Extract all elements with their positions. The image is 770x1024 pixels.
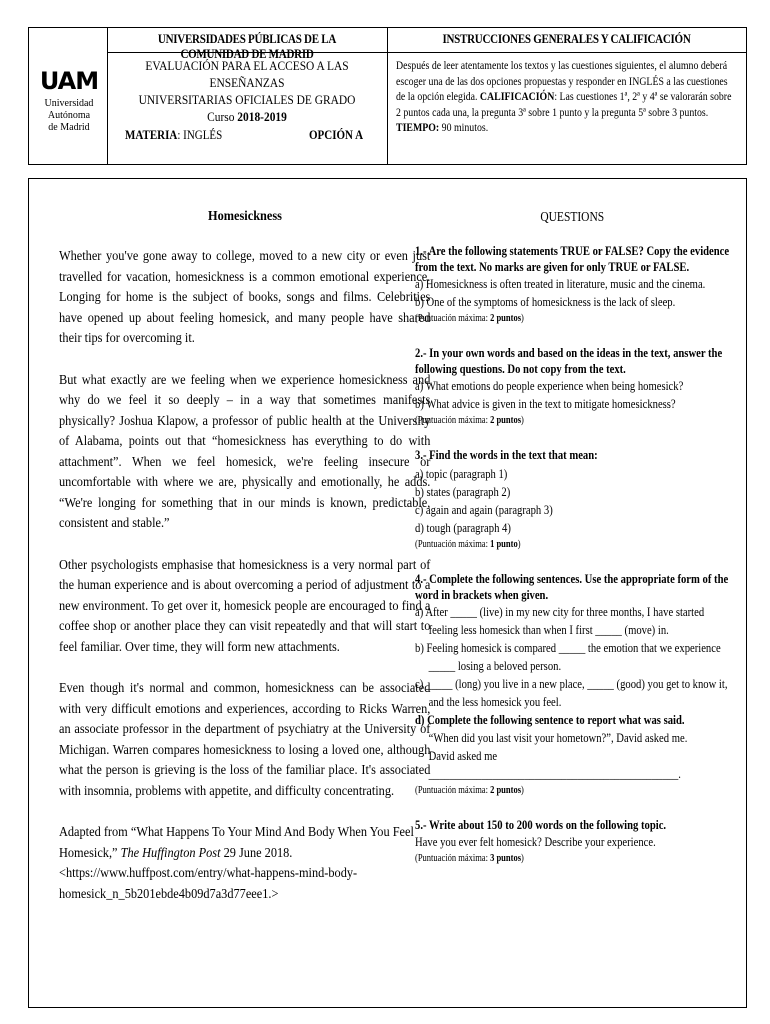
paragraph-2: But what exactly are we feeling when we experience homesickness and why do we feel it so deeply – in a way that sometimes manifests physically? Joshua Klapow, a professor of public health at the University of Alabama, points out that “homesickness has everything to do with attachment”. When we feel homesick, we're feeling insecure or uncomfortable with where we are, physically and emotionally, he adds. “We're longing for something that in our minds is known, predictable, consistent and stable.” bbox=[59, 372, 431, 531]
paragraph-1: Whether you've gone away to college, moved to a new city or even just travelled for vacation, homesickness is a common emotional experience. Longing for home is the subject of books, songs and films. Celebrities have opened up about feeling homesick, and many people have shared their tips for overcoming it. bbox=[59, 249, 431, 346]
question-4-d: d) Complete the following sentence to report what was said. bbox=[415, 713, 685, 727]
question-2-score bbox=[415, 413, 730, 428]
question-4-head: 4.- Complete the following sentences. Use the appropriate form of the word in brackets when given. bbox=[415, 572, 729, 602]
question-4-quote: “When did you last visit your hometown?”, David asked me. bbox=[428, 731, 688, 745]
score-label: (Puntuación máxima: bbox=[415, 313, 491, 324]
exam-body bbox=[28, 178, 747, 1008]
source-url: <https://www.huffpost.com/entry/what-happens-mind-body-homesick_n_5b201ebde4b09d7a3d77eee1.> bbox=[59, 866, 358, 902]
logo-text-2: de Madrid bbox=[48, 122, 90, 133]
instructions-text bbox=[396, 59, 737, 137]
score-end: ) bbox=[521, 853, 524, 864]
course-line bbox=[124, 108, 370, 125]
source-pre: Adapted from “What Happens To Your Mind And Body When You Feel Homesick,” bbox=[59, 825, 414, 861]
question-5-head: 5.- Write about 150 to 200 words on the following topic. bbox=[415, 818, 667, 832]
questions-title: QUESTIONS bbox=[540, 209, 605, 224]
score-value: 2 puntos bbox=[490, 313, 522, 324]
time-text: 90 minutos. bbox=[439, 122, 489, 134]
source-citation bbox=[59, 823, 430, 905]
instructions-body: Después de leer atentamente los textos y las cuestiones siguientes, el alumno deberá escoger una de las dos opciones propuestas y responder en INGLÉS a las cuestiones de la opción elegida. bbox=[396, 60, 728, 103]
question-1-a: a) Homesickness is often treated in literature, music and the cinema. bbox=[415, 277, 706, 291]
subject-label: MATERIA bbox=[125, 128, 178, 142]
course-label: Curso bbox=[207, 109, 235, 124]
question-3-a: a) topic (paragraph 1) bbox=[415, 467, 508, 481]
question-3-b: b) states (paragraph 2) bbox=[415, 485, 511, 499]
exam-header bbox=[28, 27, 747, 165]
score-value: 3 puntos bbox=[490, 853, 522, 864]
question-5-a: Have you ever felt homesick? Describe your experience. bbox=[415, 835, 656, 849]
paragraph-4: Even though it's normal and common, homesickness can be associated with very difficult emotions and experiences, according to Ricks Warren, an associate professor in the department of psychiatry at the University of Michigan. Warren compares homesickness to losing a loved one, although what the person is grieving is the loss of the familiar place. It's associated with insomnia, problems with appetite, and difficulty concentrating. bbox=[59, 681, 431, 799]
question-4-b: b) Feeling homesick is compared _____ the emotion that we experience _____ losing a beloved person. bbox=[415, 641, 721, 673]
score-value: 1 punto bbox=[490, 539, 518, 550]
logo-text-1: Universidad Autónoma bbox=[44, 98, 94, 121]
question-3 bbox=[415, 447, 730, 552]
score-value: 2 puntos bbox=[490, 415, 522, 426]
grading-label: CALIFICACIÓN bbox=[479, 91, 555, 103]
exam-line-2: UNIVERSITARIAS OFICIALES DE GRADO bbox=[138, 92, 356, 107]
subject bbox=[125, 128, 222, 143]
question-3-head: 3.- Find the words in the text that mean: bbox=[415, 448, 598, 462]
time-label: TIEMPO: bbox=[396, 122, 440, 134]
score-end: ) bbox=[521, 785, 524, 796]
question-3-d: d) tough (paragraph 4) bbox=[415, 521, 511, 535]
course-value: 2018-2019 bbox=[237, 109, 287, 124]
question-4-report-line: David asked me _______________________________________________. bbox=[428, 749, 681, 781]
question-2 bbox=[415, 345, 730, 428]
questions bbox=[415, 209, 730, 885]
score-label: (Puntuación máxima: bbox=[415, 853, 491, 864]
reading-text bbox=[59, 209, 431, 926]
option-label: OPCIÓN A bbox=[309, 128, 364, 142]
source-date: 29 June 2018. bbox=[220, 845, 293, 861]
question-2-head: 2.- In your own words and based on the ideas in the text, answer the following questions. Do not copy from the text. bbox=[415, 346, 723, 376]
question-4-score bbox=[415, 783, 730, 798]
grading-text: : Las cuestiones 1ª, 2ª y 4ª se valorarán sobre 2 puntos cada una, la pregunta 3ª sobre 1 punto y la pregunta 5ª sobre 3 puntos. bbox=[396, 91, 732, 119]
text-title: Homesickness bbox=[208, 209, 282, 224]
question-1 bbox=[415, 243, 730, 326]
header-right-cell bbox=[387, 28, 746, 164]
question-3-score bbox=[415, 537, 730, 552]
instructions-title: INSTRUCCIONES GENERALES Y CALIFICACIÓN bbox=[442, 32, 691, 46]
question-5 bbox=[415, 817, 730, 866]
score-label: (Puntuación máxima: bbox=[415, 415, 491, 426]
score-end: ) bbox=[517, 539, 521, 550]
score-label: (Puntuación máxima: bbox=[415, 785, 491, 796]
question-4 bbox=[415, 571, 730, 798]
subject-value: : INGLÉS bbox=[177, 128, 223, 142]
score-value: 2 puntos bbox=[490, 785, 522, 796]
score-label: (Puntuación máxima: bbox=[415, 539, 491, 550]
question-1-head: 1.- Are the following statements TRUE or FALSE? Copy the evidence from the text. No marks are given for only TRUE or FALSE. bbox=[415, 244, 730, 274]
logo-mark: UAM bbox=[39, 67, 99, 95]
header-mid-cell bbox=[107, 28, 388, 164]
exam-line-1: EVALUACIÓN PARA EL ACCESO A LAS ENSEÑANZAS bbox=[145, 58, 349, 90]
question-5-score bbox=[415, 851, 730, 866]
question-4-a: a) After _____ (live) in my new city for three months, I have started feeling less homesick than when I first _____ (move) in. bbox=[415, 605, 705, 637]
header-divider bbox=[107, 52, 387, 53]
score-end: ) bbox=[521, 313, 524, 324]
question-3-c: c) again and again (paragraph 3) bbox=[415, 503, 553, 517]
question-1-score bbox=[415, 311, 730, 326]
question-2-b: b) What advice is given in the text to mitigate homesickness? bbox=[415, 397, 676, 411]
source-publication: The Huffington Post bbox=[120, 845, 221, 861]
question-4-c: c) _____ (long) you live in a new place, _____ (good) you get to know it, and the less homesick you feel. bbox=[415, 677, 728, 709]
logo-cell bbox=[29, 28, 108, 164]
score-end: ) bbox=[521, 415, 524, 426]
uam-logo bbox=[35, 68, 103, 134]
question-1-b: b) One of the symptoms of homesickness is the lack of sleep. bbox=[415, 295, 676, 309]
paragraph-3: Other psychologists emphasise that homesickness is a very normal part of the human experience and is about overcoming a period of adjustment to a new environment. To get over it, homesick people are encouraged to find a coffee shop or another place they can visit repeatedly and that will start to feel familiar. Over time, they will form new attachments. bbox=[59, 557, 431, 655]
question-2-a: a) What emotions do people experience when being homesick? bbox=[415, 379, 684, 393]
header-divider-right bbox=[387, 52, 746, 53]
universities-title: UNIVERSIDADES PÚBLICAS DE LA COMUNIDAD DE MADRID bbox=[157, 32, 337, 61]
exam-name bbox=[124, 57, 370, 125]
